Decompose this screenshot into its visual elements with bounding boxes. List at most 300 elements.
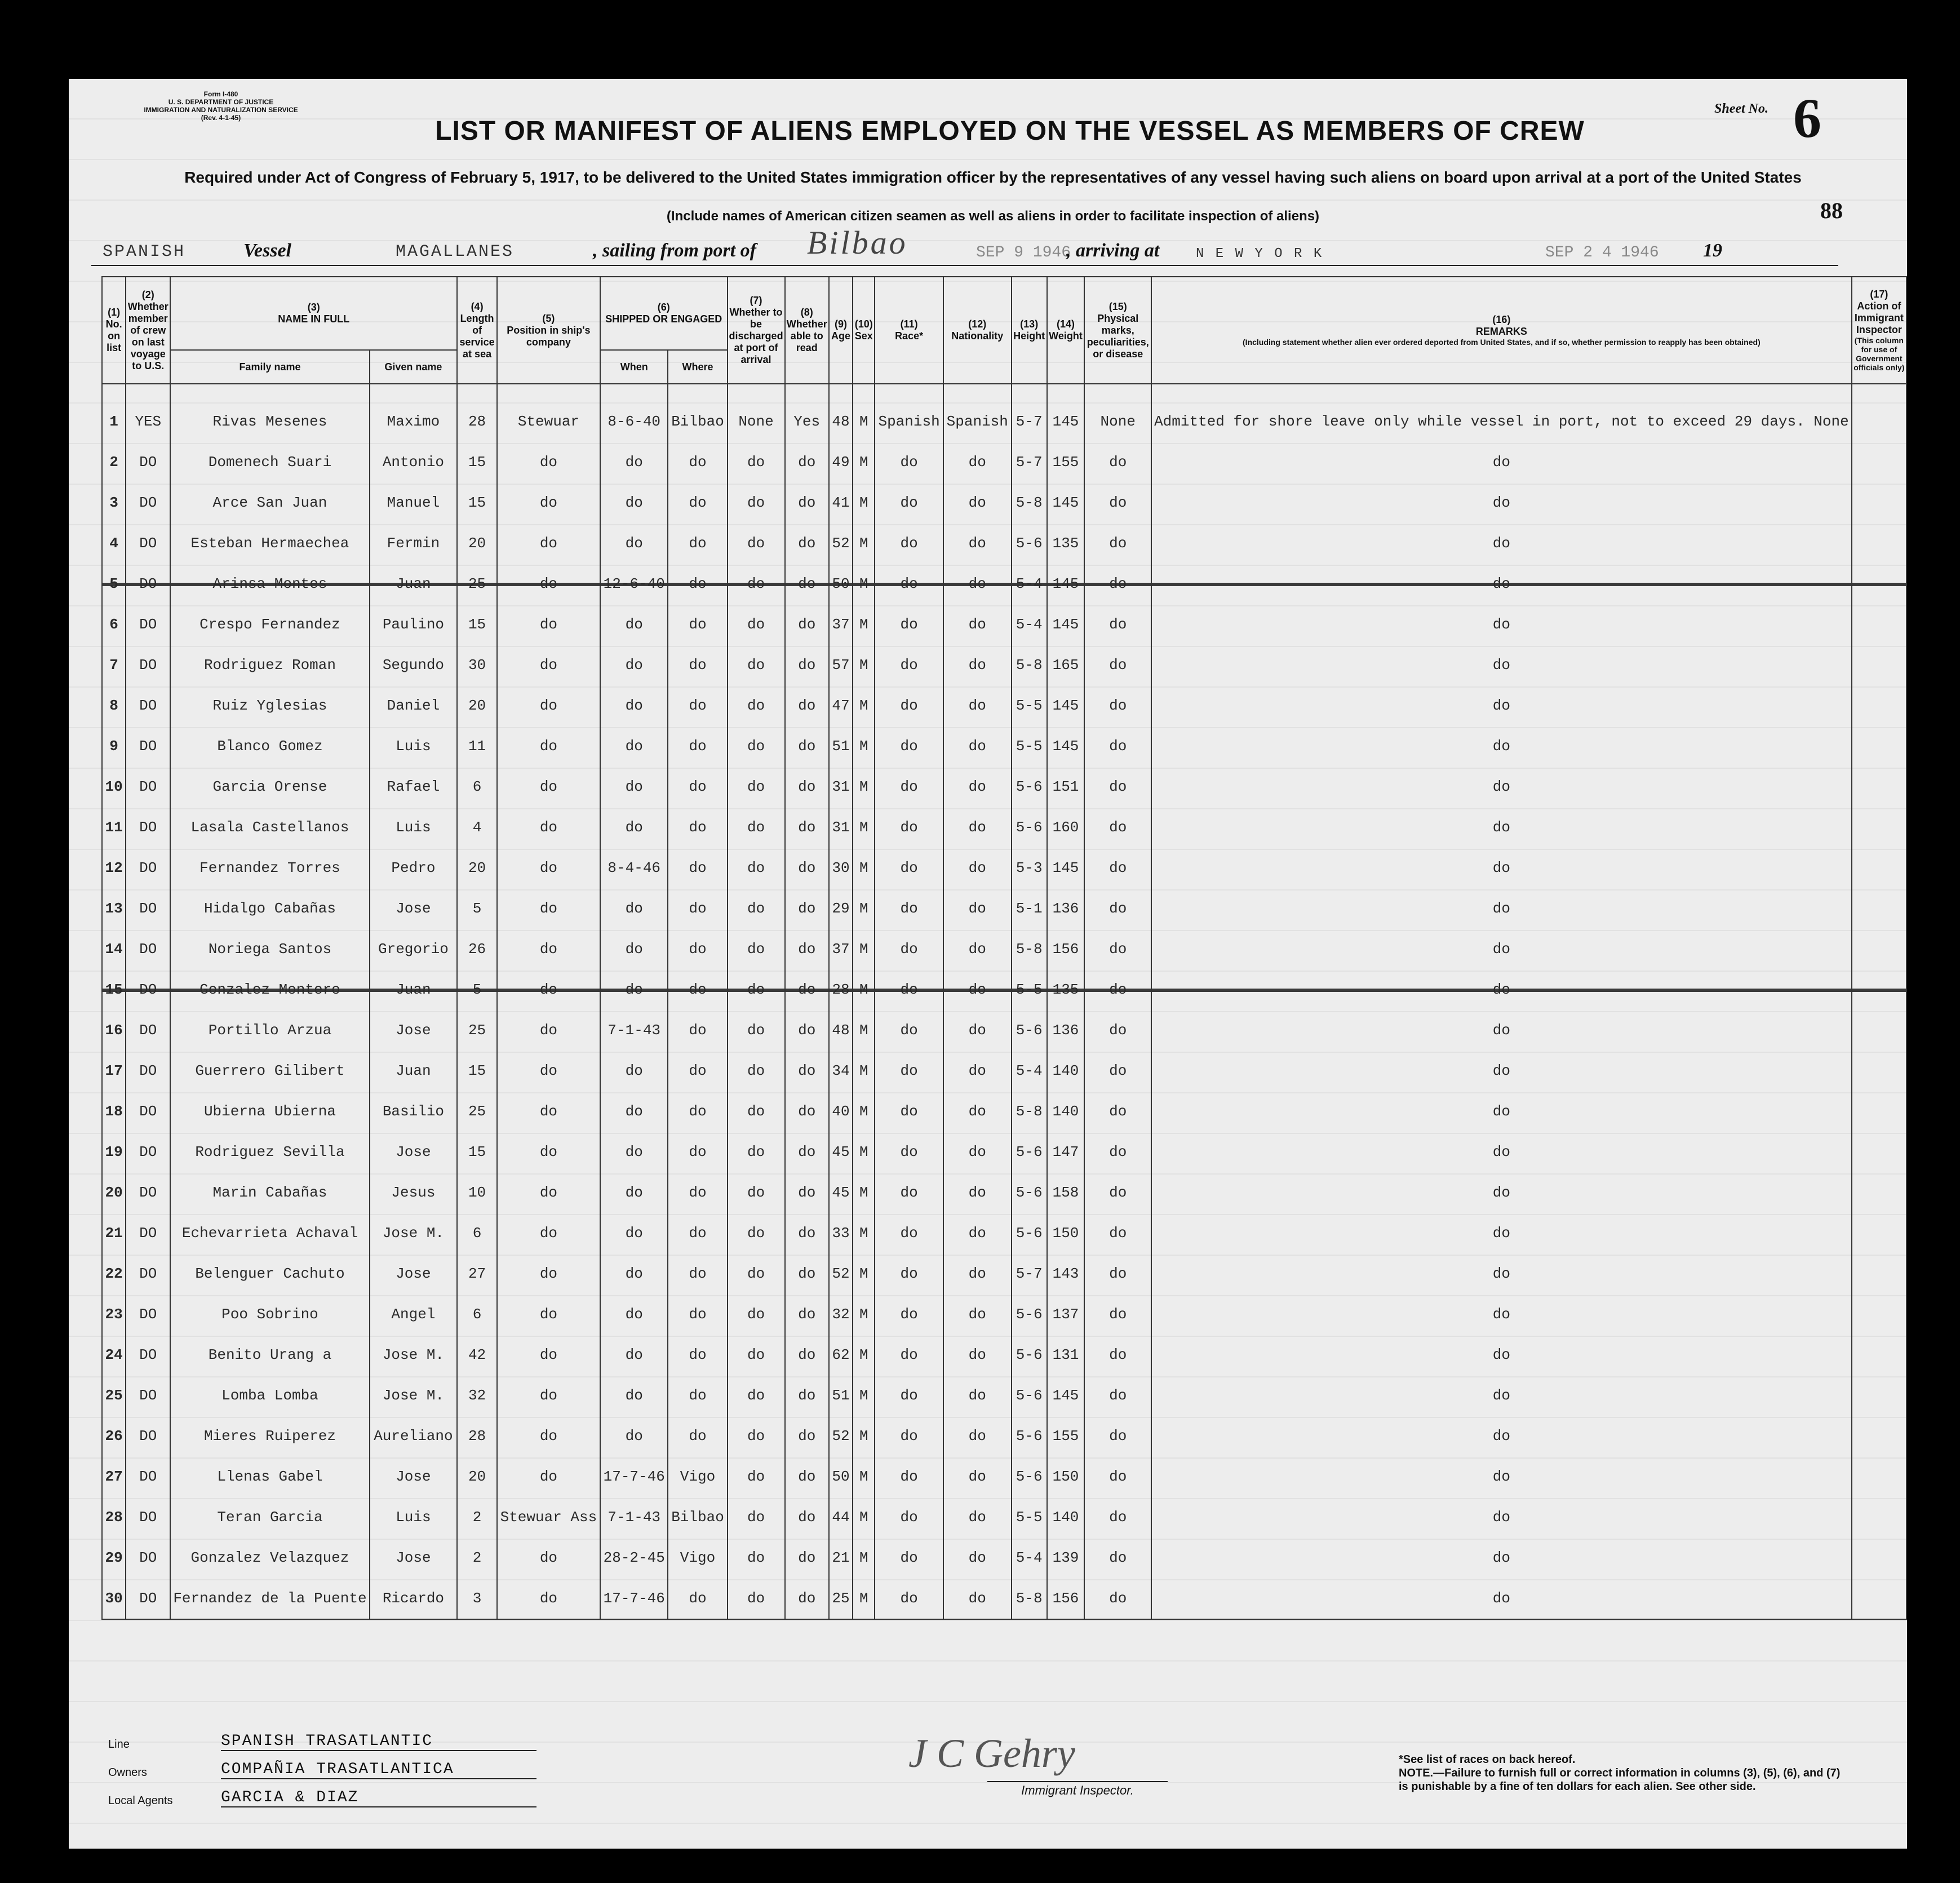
cell-physical-marks: do (1084, 482, 1151, 523)
cell-inspector-action (1852, 1375, 1906, 1416)
manifest-footer (108, 1725, 1855, 1826)
cell-age: 52 (829, 1416, 853, 1456)
cell-race: do (875, 1538, 943, 1578)
cell-remarks: do (1151, 1416, 1852, 1456)
cell-height: 5-7 (1012, 442, 1047, 482)
cell-shipped-where: do (668, 442, 727, 482)
cell-remarks: do (1151, 969, 1852, 1010)
cell-shipped-when: do (600, 604, 668, 645)
col-family-name: Family name (170, 350, 369, 384)
cell-remarks: do (1151, 1213, 1852, 1253)
col-nationality: (12) Nationality (943, 277, 1012, 384)
cell-race: do (875, 1132, 943, 1172)
cell-height: 5-6 (1012, 1010, 1047, 1051)
cell-position: do (497, 604, 600, 645)
col-remarks: (16) REMARKS (Including statement whether alien ever ordered deported from United States, and if so, whether permission to reapply has been obtained) (1151, 277, 1852, 384)
cell-length-of-service: 20 (457, 523, 497, 564)
cell-inspector-action (1852, 726, 1906, 767)
cell-shipped-where: do (668, 482, 727, 523)
cell-nationality: do (943, 1010, 1012, 1051)
cell-shipped-when: do (600, 482, 668, 523)
cell-length-of-service: 42 (457, 1335, 497, 1375)
cell-inspector-action (1852, 685, 1906, 726)
cell-physical-marks: None (1084, 401, 1151, 442)
cell-physical-marks: do (1084, 1213, 1151, 1253)
cell-physical-marks: do (1084, 767, 1151, 807)
cell-height: 5-6 (1012, 767, 1047, 807)
cell-row-number: 25 (102, 1375, 126, 1416)
cell-discharged: do (728, 1538, 785, 1578)
cell-sex: M (853, 685, 875, 726)
cell-able-to-read: do (785, 1335, 829, 1375)
cell-discharged: do (728, 685, 785, 726)
cell-discharged: do (728, 807, 785, 848)
cell-sex: M (853, 401, 875, 442)
cell-family-name: Rodriguez Sevilla (170, 1132, 369, 1172)
line-label: Line (108, 1738, 130, 1751)
cell-age: 31 (829, 807, 853, 848)
cell-able-to-read: do (785, 482, 829, 523)
cell-inspector-action (1852, 1051, 1906, 1091)
cell-age: 45 (829, 1172, 853, 1213)
cell-length-of-service: 15 (457, 442, 497, 482)
col-given-name: Given name (370, 350, 458, 384)
cell-position: Stewuar Ass (497, 1497, 600, 1538)
cell-able-to-read: do (785, 1294, 829, 1335)
cell-able-to-read: do (785, 1253, 829, 1294)
cell-shipped-where: do (668, 1010, 727, 1051)
page-title: LIST OR MANIFEST OF ALIENS EMPLOYED ON THE VESSEL AS MEMBERS OF CREW (435, 116, 1585, 146)
cell-nationality: do (943, 564, 1012, 604)
cell-height: 5-8 (1012, 1578, 1047, 1619)
cell-nationality: do (943, 807, 1012, 848)
cell-physical-marks: do (1084, 969, 1151, 1010)
cell-weight: 145 (1047, 685, 1085, 726)
year-label: 19 (1703, 240, 1722, 261)
cell-able-to-read: do (785, 1132, 829, 1172)
cell-age: 37 (829, 929, 853, 969)
cell-given-name: Jose (370, 1253, 458, 1294)
cell-weight: 155 (1047, 1416, 1085, 1456)
cell-height: 5-6 (1012, 807, 1047, 848)
cell-row-number: 10 (102, 767, 126, 807)
cell-shipped-where: do (668, 726, 727, 767)
cell-shipped-where: do (668, 523, 727, 564)
cell-physical-marks: do (1084, 726, 1151, 767)
cell-crew-last-voyage: DO (126, 726, 170, 767)
cell-shipped-when: do (600, 1172, 668, 1213)
cell-remarks: do (1151, 726, 1852, 767)
cell-row-number: 20 (102, 1172, 126, 1213)
cell-sex: M (853, 604, 875, 645)
cell-sex: M (853, 1132, 875, 1172)
cell-position: do (497, 1294, 600, 1335)
cell-position: do (497, 1132, 600, 1172)
cell-shipped-where: do (668, 1051, 727, 1091)
agents-label: Local Agents (108, 1795, 173, 1807)
cell-shipped-when: do (600, 523, 668, 564)
cell-remarks: do (1151, 604, 1852, 645)
cell-given-name: Paulino (370, 604, 458, 645)
cell-shipped-when: 17-7-46 (600, 1578, 668, 1619)
cell-sex: M (853, 807, 875, 848)
cell-shipped-where: do (668, 1375, 727, 1416)
cell-position: do (497, 1172, 600, 1213)
cell-inspector-action (1852, 969, 1906, 1010)
cell-discharged: do (728, 1172, 785, 1213)
cell-given-name: Manuel (370, 482, 458, 523)
cell-able-to-read: do (785, 564, 829, 604)
cell-nationality: do (943, 442, 1012, 482)
cell-discharged: do (728, 888, 785, 929)
cell-remarks: do (1151, 1253, 1852, 1294)
cell-able-to-read: do (785, 442, 829, 482)
cell-sex: M (853, 1294, 875, 1335)
cell-able-to-read: do (785, 1091, 829, 1132)
cell-row-number: 12 (102, 848, 126, 888)
cell-physical-marks: do (1084, 564, 1151, 604)
cell-length-of-service: 5 (457, 888, 497, 929)
cell-inspector-action (1852, 523, 1906, 564)
cell-discharged: do (728, 523, 785, 564)
cell-discharged: do (728, 1132, 785, 1172)
cell-sex: M (853, 767, 875, 807)
cell-shipped-where: Vigo (668, 1456, 727, 1497)
cell-family-name: Esteban Hermaechea (170, 523, 369, 564)
cell-race: do (875, 1010, 943, 1051)
cell-length-of-service: 11 (457, 726, 497, 767)
cell-race: do (875, 1497, 943, 1538)
cell-height: 5-4 (1012, 564, 1047, 604)
cell-discharged: do (728, 1051, 785, 1091)
cell-physical-marks: do (1084, 1172, 1151, 1213)
cell-discharged: do (728, 645, 785, 685)
cell-discharged: do (728, 767, 785, 807)
cell-race: do (875, 604, 943, 645)
cell-age: 33 (829, 1213, 853, 1253)
agents-value: GARCIA & DIAZ (221, 1789, 536, 1807)
cell-age: 37 (829, 604, 853, 645)
cell-shipped-where: do (668, 1335, 727, 1375)
cell-family-name: Portillo Arzua (170, 1010, 369, 1051)
cell-physical-marks: do (1084, 1253, 1151, 1294)
cell-inspector-action (1852, 1538, 1906, 1578)
cell-discharged: None (728, 401, 785, 442)
cell-position: do (497, 482, 600, 523)
cell-family-name: Belenguer Cachuto (170, 1253, 369, 1294)
cell-position: do (497, 645, 600, 685)
cell-crew-last-voyage: DO (126, 1497, 170, 1538)
cell-inspector-action (1852, 848, 1906, 888)
cell-physical-marks: do (1084, 1578, 1151, 1619)
cell-family-name: Lomba Lomba (170, 1375, 369, 1416)
cell-crew-last-voyage: DO (126, 1010, 170, 1051)
cell-able-to-read: do (785, 767, 829, 807)
cell-age: 32 (829, 1294, 853, 1335)
cell-given-name: Pedro (370, 848, 458, 888)
cell-given-name: Maximo (370, 401, 458, 442)
cell-family-name: Gonzalez Montero (170, 969, 369, 1010)
cell-sex: M (853, 1456, 875, 1497)
cell-length-of-service: 2 (457, 1538, 497, 1578)
cell-nationality: do (943, 1456, 1012, 1497)
cell-position: do (497, 1010, 600, 1051)
cell-weight: 136 (1047, 1010, 1085, 1051)
cell-sex: M (853, 1010, 875, 1051)
cell-weight: 145 (1047, 726, 1085, 767)
cell-length-of-service: 3 (457, 1578, 497, 1619)
cell-row-number: 18 (102, 1091, 126, 1132)
cell-row-number: 11 (102, 807, 126, 848)
cell-age: 52 (829, 1253, 853, 1294)
cell-able-to-read: do (785, 888, 829, 929)
cell-able-to-read: do (785, 1416, 829, 1456)
cell-row-number: 23 (102, 1294, 126, 1335)
cell-race: do (875, 1213, 943, 1253)
cell-nationality: do (943, 523, 1012, 564)
cell-able-to-read: do (785, 1010, 829, 1051)
cell-physical-marks: do (1084, 1010, 1151, 1051)
cell-discharged: do (728, 604, 785, 645)
cell-given-name: Luis (370, 726, 458, 767)
cell-given-name: Gregorio (370, 929, 458, 969)
inspector-label: Immigrant Inspector. (987, 1781, 1168, 1798)
cell-crew-last-voyage: DO (126, 442, 170, 482)
cell-nationality: do (943, 1051, 1012, 1091)
crew-row (102, 604, 1906, 645)
cell-shipped-where: do (668, 929, 727, 969)
cell-given-name: Segundo (370, 645, 458, 685)
cell-given-name: Jesus (370, 1172, 458, 1213)
cell-shipped-when: do (600, 807, 668, 848)
cell-height: 5-3 (1012, 848, 1047, 888)
crew-row (102, 1497, 1906, 1538)
cell-family-name: Lasala Castellanos (170, 807, 369, 848)
col-position: (5) Position in ship's company (497, 277, 600, 384)
cell-race: do (875, 1578, 943, 1619)
cell-family-name: Blanco Gomez (170, 726, 369, 767)
include-note: (Include names of American citizen seamen as well as aliens in order to facilitate inspection of aliens) (666, 209, 1320, 224)
cell-shipped-where: do (668, 1213, 727, 1253)
cell-height: 5-6 (1012, 523, 1047, 564)
cell-shipped-when: 7-1-43 (600, 1497, 668, 1538)
crew-row (102, 929, 1906, 969)
cell-given-name: Juan (370, 1051, 458, 1091)
crew-row (102, 482, 1906, 523)
cell-weight: 158 (1047, 1172, 1085, 1213)
cell-inspector-action (1852, 1213, 1906, 1253)
cell-sex: M (853, 1578, 875, 1619)
cell-inspector-action (1852, 1091, 1906, 1132)
crew-row (102, 1375, 1906, 1416)
cell-discharged: do (728, 1578, 785, 1619)
sheet-number-label: Sheet No. (1714, 101, 1768, 116)
cell-able-to-read: do (785, 726, 829, 767)
cell-remarks: do (1151, 1091, 1852, 1132)
cell-given-name: Jose M. (370, 1213, 458, 1253)
cell-physical-marks: do (1084, 1132, 1151, 1172)
cell-able-to-read: do (785, 1172, 829, 1213)
cell-row-number: 8 (102, 685, 126, 726)
cell-height: 5-5 (1012, 685, 1047, 726)
cell-age: 29 (829, 888, 853, 929)
cell-physical-marks: do (1084, 1335, 1151, 1375)
cell-inspector-action (1852, 1253, 1906, 1294)
crew-row (102, 442, 1906, 482)
cell-family-name: Arce San Juan (170, 482, 369, 523)
crew-manifest-table (101, 276, 1907, 1620)
cell-inspector-action (1852, 1335, 1906, 1375)
cell-remarks: do (1151, 482, 1852, 523)
cell-shipped-where: do (668, 1294, 727, 1335)
sailing-label: , sailing from port of (593, 240, 756, 261)
cell-position: do (497, 1091, 600, 1132)
col-race: (11) Race* (875, 277, 943, 384)
cell-length-of-service: 20 (457, 848, 497, 888)
cell-family-name: Echevarrieta Achaval (170, 1213, 369, 1253)
cell-family-name: Fernandez Torres (170, 848, 369, 888)
cell-sex: M (853, 1497, 875, 1538)
cell-family-name: Gonzalez Velazquez (170, 1538, 369, 1578)
cell-inspector-action (1852, 1172, 1906, 1213)
cell-discharged: do (728, 1091, 785, 1132)
cell-able-to-read: do (785, 523, 829, 564)
page-number: 88 (1820, 198, 1843, 223)
cell-crew-last-voyage: DO (126, 848, 170, 888)
cell-nationality: do (943, 604, 1012, 645)
col-physical-marks: (15) Physical marks, peculiarities, or disease (1084, 277, 1151, 384)
cell-given-name: Basilio (370, 1091, 458, 1132)
cell-inspector-action (1852, 1578, 1906, 1619)
cell-family-name: Noriega Santos (170, 929, 369, 969)
cell-inspector-action (1852, 1294, 1906, 1335)
required-statement: Required under Act of Congress of February 5, 1917, to be delivered to the United States immigration officer by the representatives of any vessel having such aliens on board upon arrival at a port of the United States (184, 169, 1802, 186)
cell-length-of-service: 28 (457, 401, 497, 442)
sheet-number: 6 (1793, 87, 1821, 149)
cell-race: do (875, 1172, 943, 1213)
cell-weight: 145 (1047, 401, 1085, 442)
cell-shipped-when: 17-7-46 (600, 1456, 668, 1497)
cell-age: 62 (829, 1335, 853, 1375)
cell-nationality: do (943, 888, 1012, 929)
cell-able-to-read: do (785, 645, 829, 685)
cell-nationality: do (943, 1335, 1012, 1375)
cell-race: do (875, 523, 943, 564)
crew-row (102, 726, 1906, 767)
crew-row (102, 1253, 1906, 1294)
cell-shipped-when: do (600, 929, 668, 969)
cell-crew-last-voyage: DO (126, 1375, 170, 1416)
crew-row (102, 807, 1906, 848)
cell-height: 5-4 (1012, 1538, 1047, 1578)
cell-age: 41 (829, 482, 853, 523)
cell-weight: 151 (1047, 767, 1085, 807)
col-able-to-read: (8) Whether able to read (785, 277, 829, 384)
cell-age: 30 (829, 848, 853, 888)
cell-race: do (875, 1253, 943, 1294)
arrival-stamp: SEP 2 4 1946 (1545, 244, 1659, 262)
crew-row (102, 969, 1906, 1010)
cell-crew-last-voyage: DO (126, 929, 170, 969)
form-identifier: Form I-480 U. S. DEPARTMENT OF JUSTICE IMMIGRATION AND NATURALIZATION SERVICE (Rev. 4-1-45) (144, 90, 298, 122)
cell-physical-marks: do (1084, 1051, 1151, 1091)
cell-length-of-service: 5 (457, 969, 497, 1010)
cell-height: 5-5 (1012, 726, 1047, 767)
cell-length-of-service: 25 (457, 1010, 497, 1051)
cell-physical-marks: do (1084, 807, 1151, 848)
cell-sex: M (853, 929, 875, 969)
cell-position: do (497, 1051, 600, 1091)
cell-length-of-service: 6 (457, 1294, 497, 1335)
cell-physical-marks: do (1084, 645, 1151, 685)
cell-remarks: do (1151, 848, 1852, 888)
cell-length-of-service: 15 (457, 604, 497, 645)
cell-length-of-service: 30 (457, 645, 497, 685)
cell-row-number: 28 (102, 1497, 126, 1538)
cell-position: do (497, 1375, 600, 1416)
cell-position: do (497, 1253, 600, 1294)
cell-race: do (875, 888, 943, 929)
crew-row (102, 685, 1906, 726)
cell-height: 5-6 (1012, 1213, 1047, 1253)
cell-weight: 135 (1047, 523, 1085, 564)
crew-row (102, 1172, 1906, 1213)
inspector-signature: J C Gehry (908, 1731, 1075, 1776)
crew-row (102, 888, 1906, 929)
sailing-date: SEP 9 1946 (976, 244, 1071, 262)
cell-shipped-when: do (600, 685, 668, 726)
cell-crew-last-voyage: DO (126, 888, 170, 929)
line-value: SPANISH TRASATLANTIC (221, 1733, 536, 1751)
cell-position: do (497, 1456, 600, 1497)
cell-shipped-where: do (668, 564, 727, 604)
cell-shipped-when: do (600, 1213, 668, 1253)
cell-shipped-when: do (600, 1051, 668, 1091)
cell-row-number: 24 (102, 1335, 126, 1375)
cell-age: 57 (829, 645, 853, 685)
cell-sex: M (853, 726, 875, 767)
cell-inspector-action (1852, 482, 1906, 523)
cell-discharged: do (728, 1010, 785, 1051)
cell-race: do (875, 767, 943, 807)
cell-row-number: 19 (102, 1132, 126, 1172)
cell-remarks: do (1151, 767, 1852, 807)
cell-sex: M (853, 969, 875, 1010)
col-discharged: (7) Whether to be discharged at port of arrival (728, 277, 785, 384)
cell-remarks: do (1151, 1375, 1852, 1416)
cell-inspector-action (1852, 767, 1906, 807)
cell-nationality: do (943, 1375, 1012, 1416)
cell-row-number: 9 (102, 726, 126, 767)
cell-sex: M (853, 564, 875, 604)
cell-discharged: do (728, 1335, 785, 1375)
crew-row (102, 848, 1906, 888)
crew-row (102, 645, 1906, 685)
cell-race: do (875, 807, 943, 848)
cell-shipped-when: do (600, 1335, 668, 1375)
cell-height: 5-1 (1012, 888, 1047, 929)
cell-race: do (875, 1375, 943, 1416)
cell-height: 5-6 (1012, 1335, 1047, 1375)
cell-height: 5-4 (1012, 1051, 1047, 1091)
cell-given-name: Jose (370, 1010, 458, 1051)
cell-weight: 145 (1047, 482, 1085, 523)
cell-crew-last-voyage: DO (126, 1294, 170, 1335)
cell-crew-last-voyage: DO (126, 969, 170, 1010)
cell-height: 5-5 (1012, 1497, 1047, 1538)
cell-able-to-read: do (785, 685, 829, 726)
cell-length-of-service: 15 (457, 482, 497, 523)
